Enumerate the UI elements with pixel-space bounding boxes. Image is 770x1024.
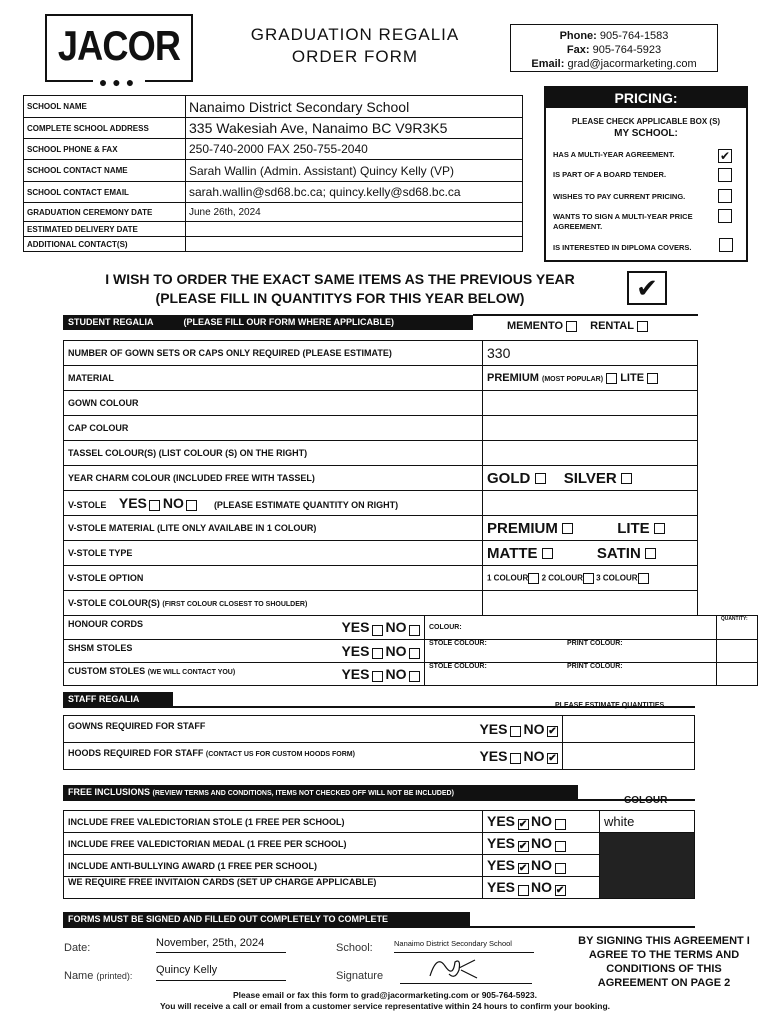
valedictorian-stole-no[interactable] [555,819,566,830]
staff-hoods-quantity[interactable] [563,743,695,770]
footer: Please email or fax this form to grad@jacormarketing.com or 905-764-5923. You will receive a call or email from a customer service representative within 24 hours to confirm your booking. [159,990,610,1011]
school-info-table: SCHOOL NAME Nanaimo District Secondary School COMPLETE SCHOOL ADDRESS 335 Wakesiah Ave, Nanaimo BC V9R3K5 SCHOOL PHONE & FAX 250-740-2000 FAX 250-755-2040 SCHOOL CONTACT NAME Sarah Wallin (Admin. Assistant) Quincy Kelly (VP) SCHOOL CONTACT EMAIL sarah.wallin@sd68.bc.ca; quincy.kelly@sd68.bc.ca GRADUATION CEREMONY DATE June 26th, 2024 ESTIMATED DELIVERY DATE ADDITIONAL CONTACT(S) [23,95,523,252]
fax: 905-764-5923 [592,44,662,56]
ceremony-date-field[interactable]: June 26th, 2024 [186,203,523,222]
school-email-field[interactable]: sarah.wallin@sd68.bc.ca; quincy.kelly@sd68.bc.ca [186,182,523,203]
contact-box: Phone: 905-764-1583 Fax: 905-764-5923 Email: grad@jacormarketing.com [510,24,718,72]
student-regalia-bar: STUDENT REGALIA (PLEASE FILL OUR FORM WHERE APPLICABLE) [63,315,473,330]
vstole-colours-field[interactable] [483,591,698,616]
one-colour-checkbox[interactable] [528,573,539,584]
phone: 905-764-1583 [599,30,669,42]
custom-no-checkbox[interactable] [409,671,420,682]
colour-blackout [600,833,695,899]
school-contact-field[interactable]: Sarah Wallin (Admin. Assistant) Quincy Kelly (VP) [186,160,523,182]
staff-gowns-quantity[interactable] [563,716,695,743]
signature-scribble [425,954,485,982]
signature-bar: FORMS MUST BE SIGNED AND FILLED OUT COMPLETELY TO COMPLETE [63,912,470,928]
pricing-checkbox[interactable] [719,238,733,252]
logo-dots: ●●● [47,74,191,90]
staff-table: GOWNS REQUIRED FOR STAFF YES NO ✔ HOODS REQUIRED FOR STAFF (CONTACT US FOR CUSTOM HOODS FORM) YES NO ✔ [63,715,695,770]
premium-checkbox[interactable] [606,373,617,384]
pricing-item: IS PART OF A BOARD TENDER. [553,170,667,179]
vstole-premium-checkbox[interactable] [562,523,573,534]
staff-gowns-yes-checkbox[interactable] [510,726,521,737]
pricing-checkbox[interactable] [718,209,732,223]
agreement-statement: BY SIGNING THIS AGREEMENT I AGREE TO THE TERMS AND CONDITIONS OF THIS AGREEMENT ON PAGE 2 [578,935,750,989]
staff-hoods-no-checkbox[interactable]: ✔ [548,753,557,765]
pricing-checkbox[interactable] [718,168,732,182]
custom-yes-checkbox[interactable] [372,671,383,682]
three-colour-checkbox[interactable] [638,573,649,584]
vstole-no-checkbox[interactable] [186,500,197,511]
pricing-item: IS INTERESTED IN DIPLOMA COVERS. [553,243,692,252]
gold-checkbox[interactable] [535,473,546,484]
honour-no-checkbox[interactable] [409,625,420,636]
pricing-checkbox[interactable]: ✔ [719,149,731,163]
two-colour-checkbox[interactable] [583,573,594,584]
anti-bullying-yes[interactable]: ✔ [518,862,528,874]
quantity-field[interactable] [716,663,757,686]
tassel-colour-field[interactable] [483,441,698,466]
free-inclusions-table: INCLUDE FREE VALEDICTORIAN STOLE (1 FREE PER SCHOOL) YES ✔ NO white INCLUDE FREE VALEDICTORIAN MEDAL (1 FREE PER SCHOOL) YES ✔ NO INCLUDE ANTI-BULLYING AWARD (1 FREE PER SCHOOL) YES ✔ NO WE REQUIRE FREE INVITAION CARDS (SET UP CHARGE APPLICABLE) YES NO ✔ [63,810,695,899]
shsm-no-checkbox[interactable] [409,648,420,659]
school-address-field[interactable]: 335 Wakesiah Ave, Nanaimo BC V9R3K5 [186,118,523,139]
rental-checkbox[interactable] [637,321,648,332]
stoles-table: HONOUR CORDS YES NO COLOUR: QUANTITY: SHSM STOLES YES NO STOLE COLOUR: PRINT COLOUR: CUSTOM STOLES (WE WILL CONTACT YOU) YES NO STOLE COLOUR: PRINT COLOUR: [63,615,758,686]
form-title: GRADUATION REGALIA ORDER FORM [250,25,460,66]
staff-gowns-no-checkbox[interactable]: ✔ [548,726,557,738]
school-field[interactable]: Nanaimo District Secondary School [394,937,534,953]
anti-bullying-no[interactable] [555,863,566,874]
school-name-field[interactable]: Nanaimo District Secondary School [186,96,523,118]
valedictorian-medal-yes[interactable]: ✔ [518,840,528,852]
valedictorian-medal-no[interactable] [555,841,566,852]
staff-regalia-bar: STAFF REGALIA [63,692,173,708]
pricing-item: WISHES TO PAY CURRENT PRICING. [553,192,686,201]
invitation-cards-yes[interactable] [518,885,529,896]
jacor-logo [45,14,193,90]
pricing-item: HAS A MULTI-YEAR AGREEMENT. [553,150,675,159]
lite-checkbox[interactable] [647,373,658,384]
free-inclusions-bar: FREE INCLUSIONS (REVIEW TERMS AND CONDITIONS, ITEMS NOT CHECKED OFF WILL NOT BE INCLUDED) [63,785,578,801]
satin-checkbox[interactable] [645,548,656,559]
matte-checkbox[interactable] [542,548,553,559]
school-phone-field[interactable]: 250-740-2000 FAX 250-755-2040 [186,139,523,160]
pricing-checkbox[interactable] [718,189,732,203]
honour-yes-checkbox[interactable] [372,625,383,636]
email[interactable]: grad@jacormarketing.com [567,58,697,70]
cap-colour-field[interactable] [483,416,698,441]
same-items-statement: I WISH TO ORDER THE EXACT SAME ITEMS AS THE PREVIOUS YEAR (PLEASE FILL IN QUANTITYS FOR THIS YEAR BELOW) [105,271,575,306]
vstole-lite-checkbox[interactable] [654,523,665,534]
pricing-box: PRICING: PLEASE CHECK APPLICABLE BOX (S) MY SCHOOL: HAS A MULTI-YEAR AGREEMENT. ✔ IS PART OF A BOARD TENDER. WISHES TO PAY CURRENT PRICING. WANTS TO SIGN A MULTI-YEAR PRICE AGREEMENT. IS INTERESTED IN DIPLOMA COVERS. [544,86,748,262]
name-field[interactable]: Quincy Kelly [156,964,286,981]
silver-checkbox[interactable] [621,473,632,484]
quantity-field[interactable]: QUANTITY: [716,616,757,640]
invitation-cards-no[interactable]: ✔ [555,884,565,896]
valedictorian-stole-colour[interactable]: white [600,811,695,833]
student-regalia-table: NUMBER OF GOWN SETS OR CAPS ONLY REQUIRED (PLEASE ESTIMATE) 330 MATERIAL PREMIUM (MOST POPULAR) LITE GOWN COLOUR CAP COLOUR TASSEL COLOUR(S) (LIST COLOUR (S) ON THE RIGHT) YEAR CHARM COLOUR (INCLUDED FREE WITH TASSEL) GOLD SILVER V-STOLE YES NO (PLEASE ESTIMATE QUANTITY ON RIGHT) V-STOLE MATERIAL (LITE ONLY AVAILABE IN 1 COLOUR) PREMIUM LITE V-STOLE TYPE MATTE SATIN V-STOLE OPTION 1 COLOUR 2 COLOUR 3 COLOUR V-STOLE COLOUR(S) (FIRST COLOUR CLOSEST TO SHOULDER) [63,340,698,616]
gown-sets-field[interactable]: 330 [483,341,698,366]
same-items-checkbox[interactable]: ✔ [627,271,667,305]
additional-contact-field[interactable] [186,237,523,252]
vstole-quantity-field[interactable] [483,491,698,516]
date-field[interactable]: November, 25th, 2024 [156,937,286,953]
pricing-item: WANTS TO SIGN A MULTI-YEAR PRICE AGREEMENT. [553,212,693,231]
staff-hoods-yes-checkbox[interactable] [510,753,521,764]
shsm-yes-checkbox[interactable] [372,648,383,659]
quantity-field[interactable] [716,640,757,663]
valedictorian-stole-yes[interactable]: ✔ [518,818,528,830]
signature-field[interactable] [400,966,532,984]
vstole-yes-checkbox[interactable] [149,500,160,511]
logo-text: JACOR [57,22,181,69]
gown-colour-field[interactable] [483,391,698,416]
delivery-date-field[interactable] [186,222,523,237]
pricing-title: PRICING: [546,88,746,108]
memento-checkbox[interactable] [566,321,577,332]
